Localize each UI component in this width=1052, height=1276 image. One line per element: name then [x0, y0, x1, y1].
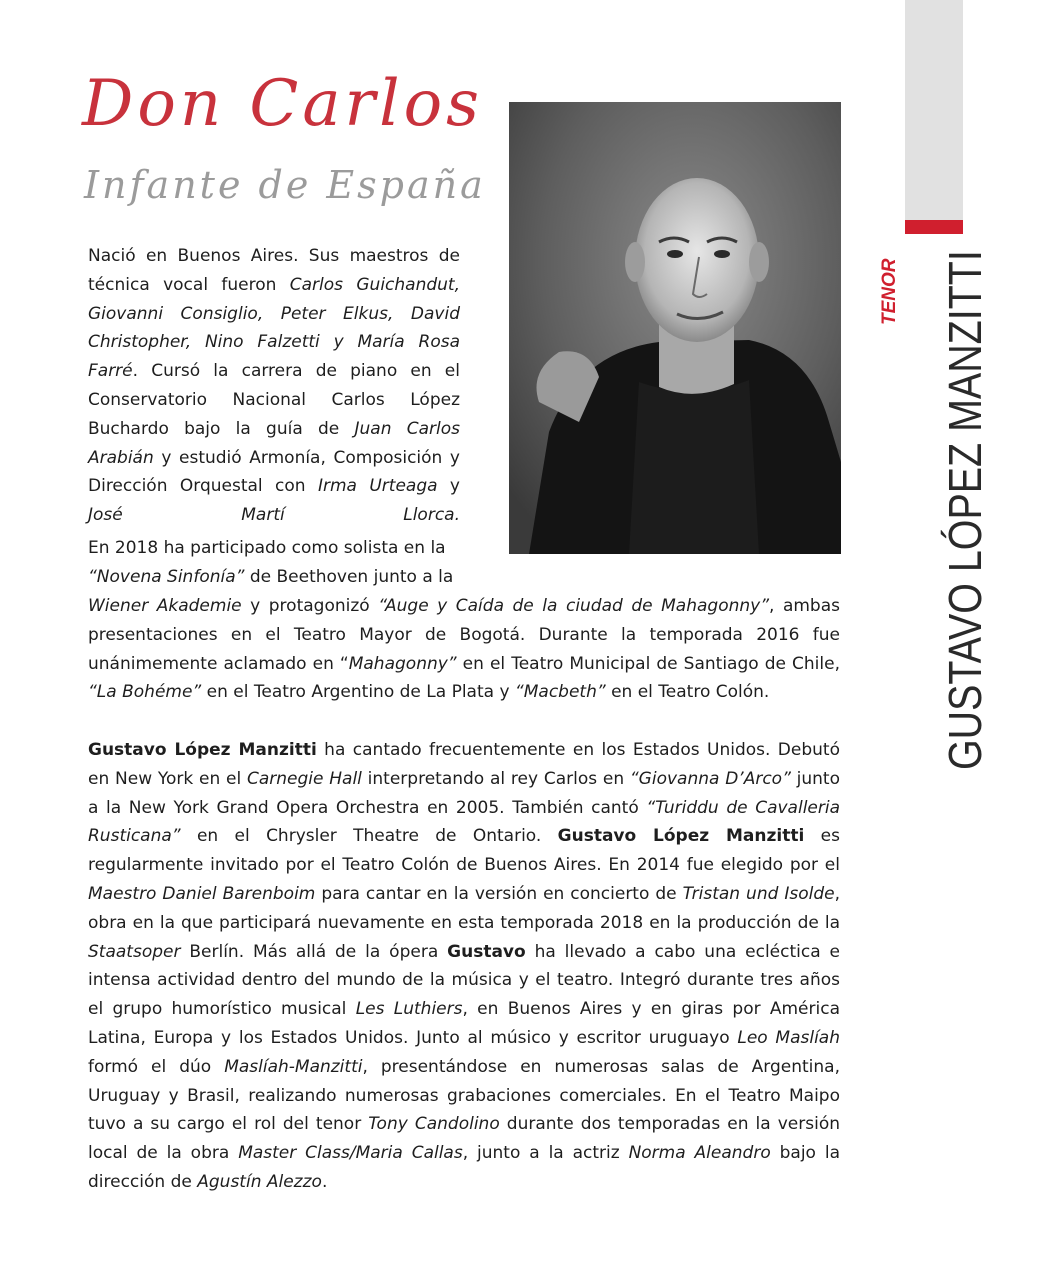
sidebar-red-accent [905, 220, 963, 234]
portrait-photo [509, 102, 841, 554]
bio-italic: “Auge y Caída de la ciudad de Mahagonny” [378, 596, 770, 616]
bio-text: en el Chrysler Theatre de Ontario. [180, 826, 558, 847]
bio-text: y estudió Armonía, Composición y Dirección Orquestal con [88, 447, 460, 497]
bio-text: de Beethoven junto a la [244, 566, 454, 587]
bio-text: para cantar en la versión en concierto de [315, 883, 683, 904]
bio-text: en el Teatro Colón. [605, 682, 770, 703]
bio-paragraph-3 [88, 736, 840, 1197]
bio-text: , ambas presentaciones en el Teatro Mayor de Bogotá. Durante la temporada 2016 fue unánimemente aclamado en “ [88, 596, 840, 674]
bio-text: ha llevado a cabo una ecléctica e intensa actividad dentro del mundo de la música y el teatro. Integró durante tres años el grupo humorístico musical [88, 941, 840, 1020]
portrait-illustration [509, 102, 841, 554]
bio-text: es regularmente invitado por el Teatro Colón de Buenos Aires. En 2014 fue elegido por el [88, 826, 840, 876]
role-subtitle: Infante de España [84, 163, 486, 207]
bio-italic: “Novena Sinfonía” [88, 566, 245, 587]
bio-bold: Gustavo López Manzitti [557, 826, 805, 847]
bio-italic: Wiener Akademie [88, 596, 242, 616]
bio-italic: José Martí Llorca. [88, 505, 460, 526]
bio-italic: Leo Maslíah [737, 1027, 840, 1048]
bio-italic: “Macbeth” [514, 682, 606, 703]
bio-italic: Norma Aleandro [628, 1143, 771, 1164]
bio-italic: “Turiddu de Cavalleria Rusticana” [88, 797, 841, 847]
bio-italic: Tony Candolino [368, 1114, 500, 1135]
bio-italic: Master Class/Maria Callas [238, 1143, 463, 1164]
sidebar-gray-bar [905, 0, 963, 220]
bio-text: . [321, 1171, 328, 1192]
bio-italic: Irma Urteaga [317, 476, 438, 497]
bio-paragraph-1 [88, 242, 460, 530]
bio-text: formó el dúo [88, 1056, 225, 1077]
bio-text: en el Teatro Argentino de La Plata y [201, 682, 515, 703]
bio-text: , obra en la que participará nuevamente en esta temporada 2018 en la producción de la [88, 883, 841, 933]
bio-text: Berlín. Más allá de la ópera [180, 941, 448, 962]
bio-bold: Gustavo López Manzitti [88, 740, 317, 760]
bio-text: en el Teatro Municipal de Santiago de Chile, [456, 653, 840, 674]
bio-text: junto a la New York Grand Opera Orchestra en 2005. También cantó [88, 768, 840, 818]
bio-text: durante dos temporadas en la versión local de la obra [88, 1114, 840, 1164]
bio-italic: Tristan und Isolde [682, 883, 835, 904]
bio-italic: Mahagonny” [348, 653, 457, 674]
bio-paragraph-2 [88, 592, 840, 707]
bio-paragraph-2-start [88, 534, 460, 592]
bio-text: Nació en Buenos Aires. Sus maestros de técnica vocal fueron [88, 246, 460, 295]
bio-text: En 2018 ha participado como solista en la [88, 538, 446, 558]
bio-text: y [437, 476, 460, 497]
bio-italic: Juan Carlos Arabián [88, 418, 460, 468]
singer-name-vertical: GUSTAVO LÓPEZ MANZITTI [939, 250, 991, 770]
role-title: Don Carlos [82, 67, 483, 141]
bio-italic: Maestro Daniel Barenboim [88, 883, 316, 904]
bio-text: y protagonizó [241, 596, 379, 616]
bio-italic: Staatsoper [88, 941, 181, 962]
voice-type-label: TENOR [879, 258, 900, 325]
bio-text: . Cursó la carrera de piano en el Conservatorio Nacional Carlos López Buchardo bajo la guía de [88, 361, 460, 439]
bio-italic: Les Luthiers [355, 999, 463, 1020]
bio-text: bajo la dirección de [88, 1143, 840, 1192]
bio-italic: Carlos Guichandut, Giovanni Consiglio, Peter Elkus, David Christopher, Nino Falzetti y María Rosa Farré [88, 274, 460, 382]
bio-text: , junto a la actriz [462, 1143, 629, 1164]
bio-italic: Carnegie Hall [246, 768, 362, 789]
bio-italic: Agustín Alezzo [197, 1171, 322, 1192]
bio-italic: “La Bohéme” [88, 682, 202, 703]
bio-text: interpretando al rey Carlos en [361, 768, 630, 789]
bio-text: ha cantado frecuentemente en los Estados Unidos. Debutó en New York en el [88, 740, 840, 789]
bio-text: , presentándose en numerosas salas de Argentina, Uruguay y Brasil, realizando numerosas grabaciones comerciales. En el Teatro Maipo tuvo a su cargo el rol del tenor [88, 1056, 840, 1135]
bio-italic: Maslíah-Manzitti [224, 1056, 363, 1077]
bio-text: , en Buenos Aires y en giras por América Latina, Europa y los Estados Unidos. Junto al músico y escritor uruguayo [88, 999, 840, 1048]
bio-bold: Gustavo [447, 941, 526, 962]
bio-italic: “Giovanna D’Arco” [629, 768, 791, 789]
